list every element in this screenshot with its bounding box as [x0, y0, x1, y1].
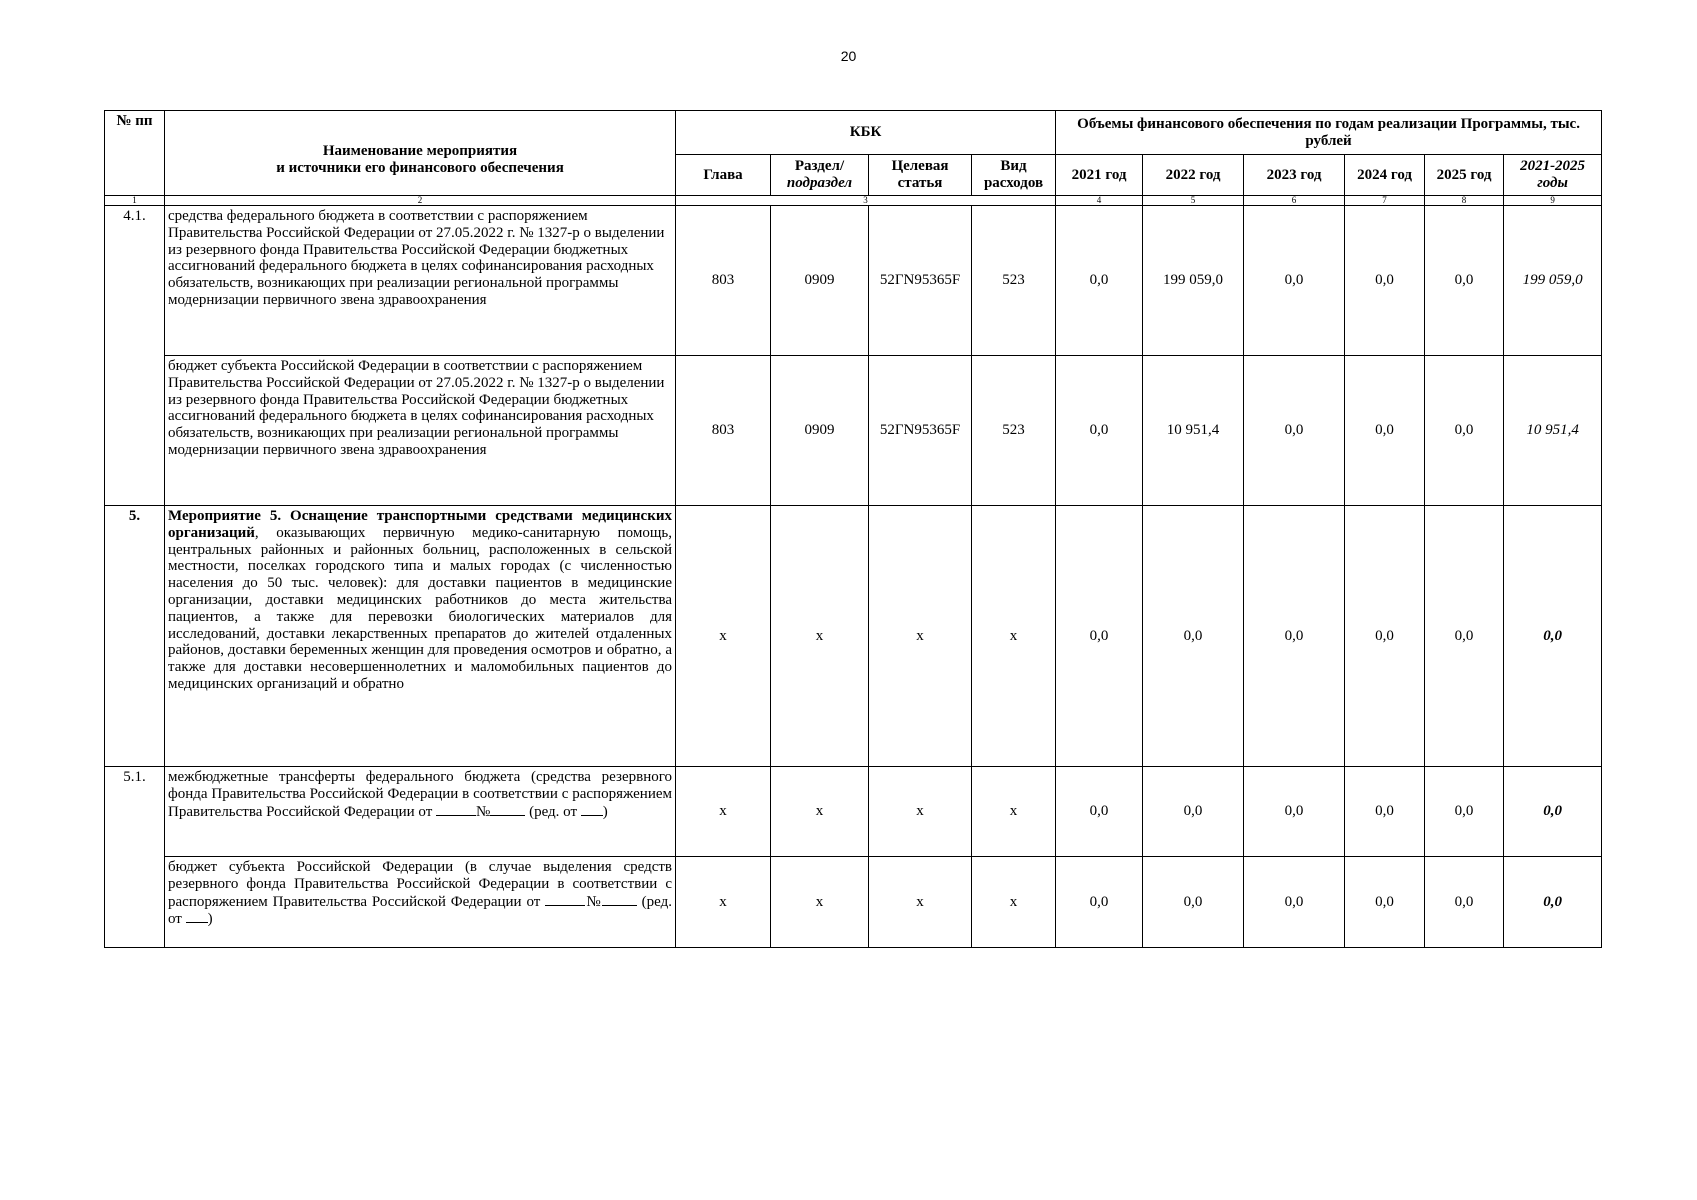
cell-2023: 0,0	[1244, 206, 1345, 356]
cell-total: 10 951,4	[1504, 356, 1602, 506]
row-name-end: )	[602, 803, 608, 820]
header-num: № пп	[105, 111, 165, 196]
header-name-line1: Наименование мероприятия	[322, 143, 518, 160]
header-vid: Вид расходов	[972, 155, 1056, 196]
blank-line	[602, 893, 637, 906]
row-name-rest: , оказывающих первичную медико-санитарную помощь, центральных районных и районных больниц, расположенных в сельской местности, поселках городского типа и малых городах (с численностью населения до 50 тыс. человек): для доставки пациентов в медицинские организации, доставки медицинских работников до места жительства пациентов, а также для перевозки биологических материалов для исследований, доставки лекарственных препаратов до жителей отдаленных районов, доставки беременных женщин для проведения осмотров и обратно, а также для доставки несовершеннолетних и маломобильных пациентов до медицинских организаций и обратно	[168, 524, 672, 692]
table-row	[105, 857, 1602, 948]
column-number: 3	[676, 196, 1056, 206]
cell-vid: х	[972, 506, 1056, 767]
header-kbk: КБК	[676, 111, 1056, 155]
column-number: 9	[1504, 196, 1602, 206]
cell-2022: 199 059,0	[1143, 206, 1244, 356]
blank-line	[545, 893, 585, 906]
page-number: 20	[840, 48, 857, 64]
cell-2025: 0,0	[1425, 857, 1504, 948]
header-row-1	[105, 111, 1602, 155]
row-number: 4.1.	[105, 206, 165, 506]
cell-celevaya: х	[869, 506, 972, 767]
header-razdel-line1: Раздел/	[794, 158, 845, 175]
cell-glava: х	[676, 767, 771, 857]
row-name-end: )	[207, 911, 213, 928]
column-number: 4	[1056, 196, 1143, 206]
cell-2023: 0,0	[1244, 356, 1345, 506]
cell-glava: 803	[676, 206, 771, 356]
cell-2022: 0,0	[1143, 857, 1244, 948]
cell-vid: 523	[972, 356, 1056, 506]
cell-razdel: 0909	[771, 206, 869, 356]
cell-glava: 803	[676, 356, 771, 506]
cell-2022: 10 951,4	[1143, 356, 1244, 506]
cell-2025: 0,0	[1425, 767, 1504, 857]
column-number: 8	[1425, 196, 1504, 206]
cell-celevaya: 52ГN95365F	[869, 356, 972, 506]
header-volumes: Объемы финансового обеспечения по годам реализации Программы, тыс. рублей	[1056, 111, 1602, 155]
cell-2023: 0,0	[1244, 767, 1345, 857]
header-2022: 2022 год	[1143, 155, 1244, 196]
row-name-no: №	[585, 893, 602, 910]
column-number: 2	[165, 196, 676, 206]
cell-celevaya: 52ГN95365F	[869, 206, 972, 356]
cell-total: 0,0	[1504, 506, 1602, 767]
cell-total: 0,0	[1504, 767, 1602, 857]
column-numbers-row	[105, 196, 1602, 206]
cell-razdel: 0909	[771, 356, 869, 506]
header-glava: Глава	[676, 155, 771, 196]
cell-2022: 0,0	[1143, 506, 1244, 767]
column-number: 5	[1143, 196, 1244, 206]
row-name	[165, 506, 676, 767]
column-number: 1	[105, 196, 165, 206]
cell-2024: 0,0	[1345, 857, 1425, 948]
row-number: 5.	[105, 506, 165, 767]
row-name	[165, 857, 676, 948]
cell-2021: 0,0	[1056, 767, 1143, 857]
table-row	[105, 206, 1602, 356]
header-2023: 2023 год	[1244, 155, 1345, 196]
header-name-line2: и источники его финансового обеспечения	[276, 160, 564, 176]
column-number: 6	[1244, 196, 1345, 206]
cell-razdel: х	[771, 857, 869, 948]
table-row	[105, 767, 1602, 857]
cell-total: 0,0	[1504, 857, 1602, 948]
cell-2024: 0,0	[1345, 506, 1425, 767]
cell-2021: 0,0	[1056, 506, 1143, 767]
row-name-red: (ред. от	[529, 803, 578, 820]
header-celevaya: Целевая статья	[869, 155, 972, 196]
cell-vid: х	[972, 857, 1056, 948]
blank-line	[186, 910, 208, 923]
cell-celevaya: х	[869, 857, 972, 948]
header-razdel	[771, 155, 869, 196]
cell-glava: х	[676, 506, 771, 767]
header-name	[165, 111, 676, 196]
cell-2021: 0,0	[1056, 206, 1143, 356]
row-name: средства федерального бюджета в соответствии с распоряжением Правительства Российской Федерации от 27.05.2022 г. № 1327-р о выделении из резервного фонда Правительства Российской Федерации бюджетных ассигнований федерального бюджета в целях софинансирования расходных обязательств, возникающих при реализации региональной программы модернизации первичного звена здравоохранения	[165, 206, 676, 356]
cell-razdel: х	[771, 506, 869, 767]
row-name-no: №	[476, 803, 491, 820]
cell-total: 199 059,0	[1504, 206, 1602, 356]
header-2025: 2025 год	[1425, 155, 1504, 196]
cell-2024: 0,0	[1345, 767, 1425, 857]
cell-celevaya: х	[869, 767, 972, 857]
row-name	[165, 767, 676, 857]
cell-razdel: х	[771, 767, 869, 857]
blank-line	[490, 803, 525, 816]
cell-vid: х	[972, 767, 1056, 857]
cell-2021: 0,0	[1056, 356, 1143, 506]
cell-2023: 0,0	[1244, 857, 1345, 948]
table-row	[105, 506, 1602, 767]
cell-2025: 0,0	[1425, 506, 1504, 767]
header-razdel-line2: подраздел	[786, 175, 853, 191]
cell-glava: х	[676, 857, 771, 948]
header-total: 2021-2025 годы	[1504, 155, 1602, 196]
header-2021: 2021 год	[1056, 155, 1143, 196]
cell-2021: 0,0	[1056, 857, 1143, 948]
cell-2025: 0,0	[1425, 206, 1504, 356]
cell-vid: 523	[972, 206, 1056, 356]
row-name-red: (ред. от	[168, 893, 673, 928]
blank-line	[436, 803, 476, 816]
cell-2022: 0,0	[1143, 767, 1244, 857]
header-2024: 2024 год	[1345, 155, 1425, 196]
row-number: 5.1.	[105, 767, 165, 948]
cell-2023: 0,0	[1244, 506, 1345, 767]
blank-line	[581, 803, 603, 816]
cell-2025: 0,0	[1425, 356, 1504, 506]
row-name-bold: Мероприятие 5. Оснащение транспортными средствами медицинских организаций	[168, 508, 672, 541]
row-name-text: бюджет субъекта Российской Федерации (в случае выделения средств резервного фонда Правительства Российской Федерации в соответствии с распоряжением Правительства Российской Федерации от	[168, 859, 672, 910]
row-name-text: межбюджетные трансферты федерального бюджета (средства резервного фонда Правительства Российской Федерации в соответствии с распоряжением Правительства Российской Федерации от	[168, 769, 672, 820]
column-number: 7	[1345, 196, 1425, 206]
cell-2024: 0,0	[1345, 356, 1425, 506]
table-row	[105, 356, 1602, 506]
financing-table	[104, 110, 1602, 948]
cell-2024: 0,0	[1345, 206, 1425, 356]
row-name: бюджет субъекта Российской Федерации в соответствии с распоряжением Правительства Российской Федерации от 27.05.2022 г. № 1327-р о выделении из резервного фонда Правительства Российской Федерации бюджетных ассигнований федерального бюджета в целях софинансирования расходных обязательств, возникающих при реализации региональной программы модернизации первичного звена здравоохранения	[165, 356, 676, 506]
